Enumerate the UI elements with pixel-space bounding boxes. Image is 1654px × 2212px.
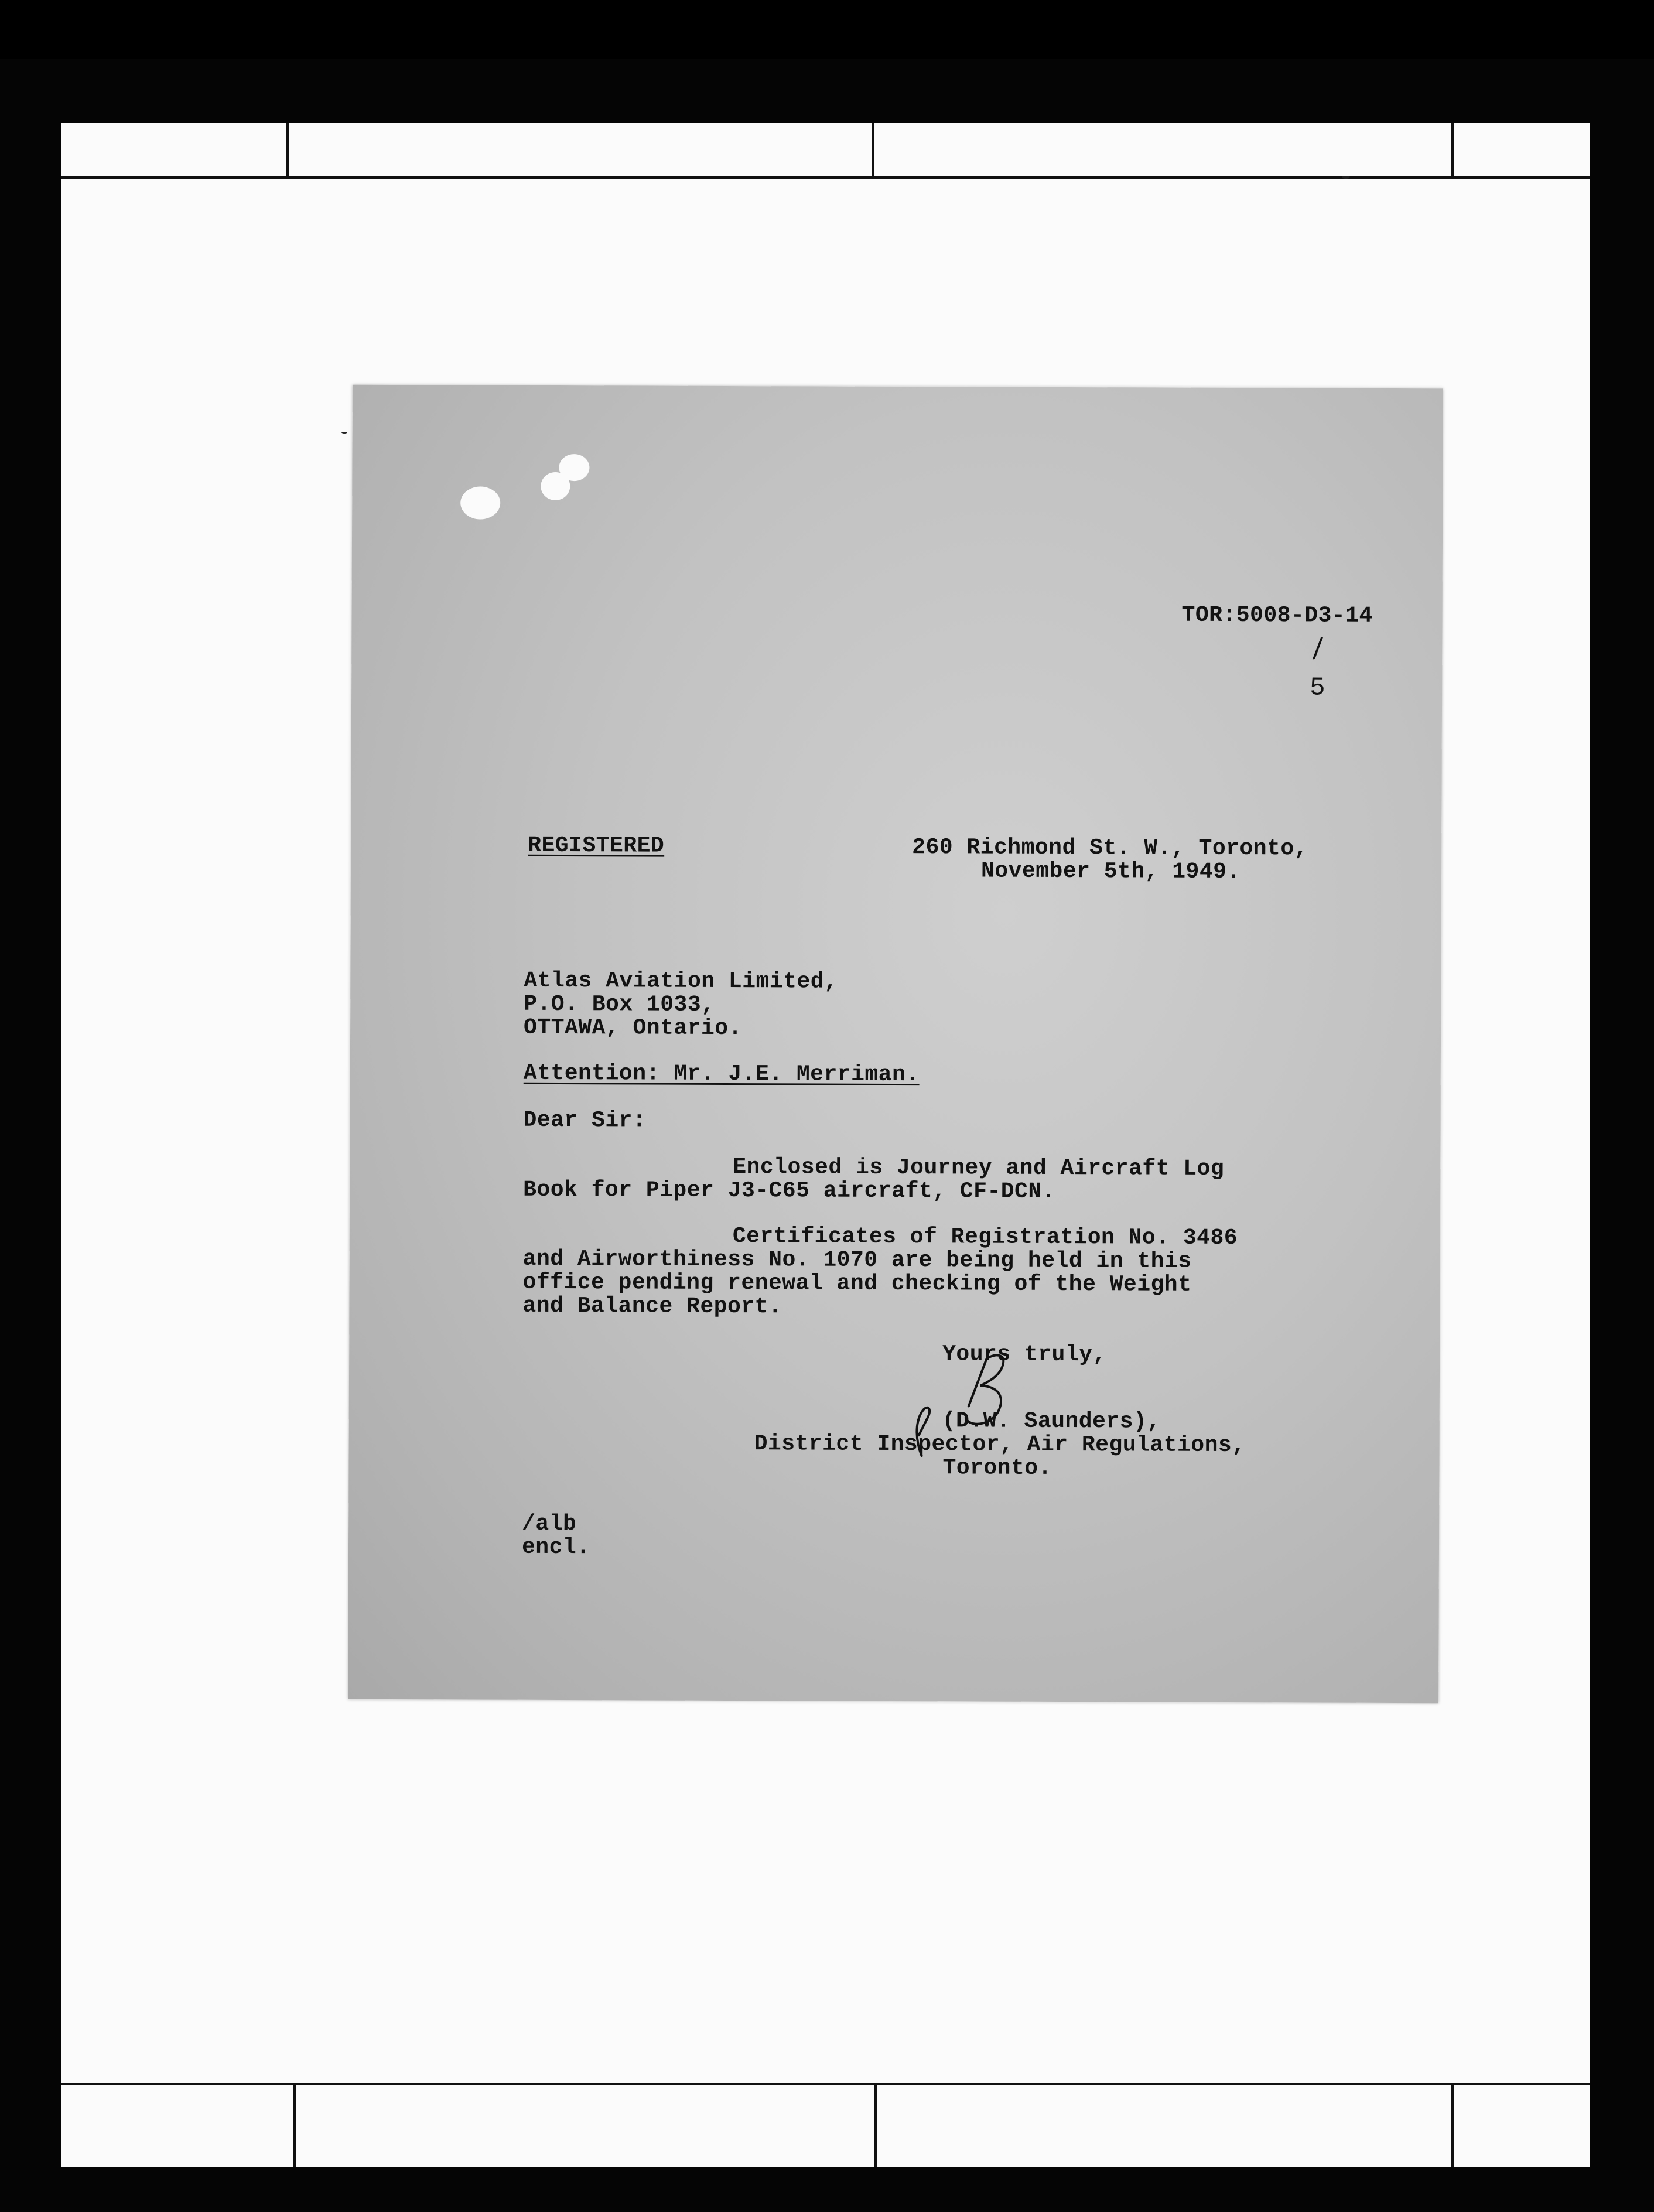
signatory-title: District Inspector, Air Regulations, — [754, 1431, 1246, 1459]
file-reference: TOR:5008-D3-14 — [1181, 602, 1373, 629]
letter-sheet — [348, 385, 1443, 1703]
body-line: Certificates of Registration No. 3486 — [732, 1224, 1238, 1251]
punch-hole — [460, 486, 500, 519]
bottom-divider-right — [1451, 2083, 1454, 2167]
body-line: and Balance Report. — [522, 1293, 782, 1320]
registered-label: REGISTERED — [528, 832, 665, 859]
bottom-divider-middle — [874, 2083, 877, 2167]
body-line: Enclosed is Journey and Aircraft Log — [733, 1155, 1225, 1182]
dust-speck — [1342, 176, 1350, 179]
top-divider-middle — [872, 123, 874, 179]
signatory-city: Toronto. — [942, 1455, 1052, 1481]
margin-mark: / — [1307, 634, 1330, 668]
body-line: and Airworthiness No. 1070 are being held in this — [522, 1246, 1192, 1274]
signatory-name: (D.W. Saunders), — [942, 1408, 1161, 1435]
body-line: office pending renewal and checking of the Weight — [522, 1269, 1192, 1298]
top-divider-left — [286, 123, 289, 179]
recipient-line: OTTAWA, Ontario. — [524, 1015, 743, 1042]
letter-date: November 5th, 1949. — [980, 858, 1240, 885]
closing: Yours truly, — [942, 1341, 1106, 1368]
recipient-line: P.O. Box 1033, — [524, 991, 715, 1018]
punch-hole — [559, 454, 589, 481]
body-line: Book for Piper J3-C65 aircraft, CF-DCN. — [523, 1177, 1056, 1204]
attention-line: Attention: Mr. J.E. Merriman. — [523, 1060, 920, 1088]
bottom-frame-rule — [61, 2083, 1590, 2085]
margin-mark: 5 — [1310, 673, 1326, 703]
film-top-band — [0, 0, 1654, 59]
typist-initials: /alb — [522, 1511, 577, 1537]
top-divider-right — [1451, 123, 1454, 179]
sender-address: 260 Richmond St. W., Toronto, — [912, 835, 1308, 862]
bottom-divider-left — [293, 2083, 296, 2167]
dust-speck — [341, 432, 347, 434]
enclosure-note: encl. — [521, 1534, 590, 1561]
salutation: Dear Sir: — [523, 1107, 647, 1134]
recipient-line: Atlas Aviation Limited, — [524, 968, 838, 995]
top-frame-rule — [61, 176, 1590, 179]
